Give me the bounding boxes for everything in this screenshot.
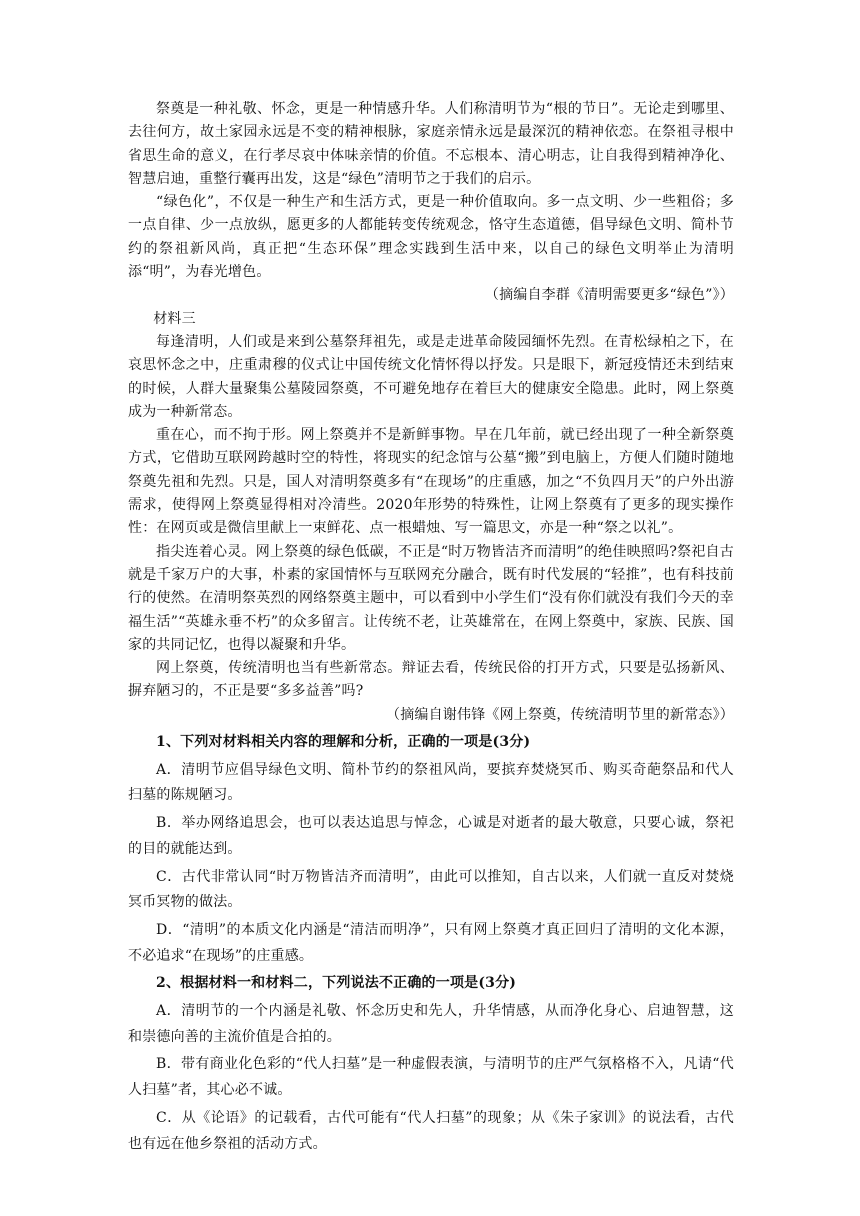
material2-paragraph: “绿色化”，不仅是一种生产和生活方式，更是一种价值取向。多一点文明、少一些粗俗；多一点自律、少一点放纵，愿更多的人都能转变传统观念，恪守生态道德，倡导绿色文明、简朴节约的祭祖新风尚，真正把“生态环保”理念实践到生活中来，以自己的绿色文明举止为清明添“明”，为春光增色。 xyxy=(128,194,734,281)
question-stem: 1、下列对材料相关内容的理解和分析，正确的一项是(3分) xyxy=(156,734,531,751)
question-option: A．清明节应倡导绿色文明、简朴节约的祭祖风尚，要摈弃焚烧冥币、购买奇葩祭品和代人扫墓的陈规陋习。 xyxy=(128,761,734,804)
material2-source: （摘编自李群《清明需要更多“绿色”》） xyxy=(484,287,734,304)
material3-paragraph: 每逢清明，人们或是来到公墓祭拜祖先，或是走进革命陵园缅怀先烈。在青松绿柏之下，在哀思怀念之中，庄重肃穆的仪式让中国传统文化情怀得以抒发。只是眼下，新冠疫情还未到结束的时候，人群大量聚集公墓陵园祭奠，不可避免地存在着巨大的健康安全隐患。此时，网上祭奠成为一种新常态。 xyxy=(128,333,734,420)
question-option: B．带有商业化色彩的“代人扫墓”是一种虚假表演，与清明节的庄严气氛格格不入，凡请“代人扫墓”者，其心必不诚。 xyxy=(128,1056,734,1099)
material3-source: （摘编自谢伟锋《网上祭奠，传统清明节里的新常态》） xyxy=(386,706,734,723)
material3-paragraph: 指尖连着心灵。网上祭奠的绿色低碳，不正是“时万物皆洁齐而清明”的绝佳映照吗?祭祀自古就是千家万户的大事，朴素的家国情怀与互联网充分融合，既有时代发展的“轻推”，也有科技前行的使然。在清明祭英烈的网络祭奠主题中，可以看到中小学生们“没有你们就没有我们今天的幸福生活”“英雄永垂不朽”的众多留言。让传统不老，让英雄常在，在网上祭奠中，家族、民族、国家的共同记忆，也得以凝聚和升华。 xyxy=(128,543,734,653)
question-option: C．从《论语》的记载看，古代可能有“代人扫墓”的现象；从《朱子家训》的说法看，古代也有远在他乡祭祖的活动方式。 xyxy=(128,1109,734,1152)
material3-paragraph: 重在心，而不拘于形。网上祭奠并不是新鲜事物。早在几年前，就已经出现了一种全新祭奠方式，它借助互联网跨越时空的特性，将现实的纪念馆与公墓“搬”到电脑上，方便人们随时随地祭奠先祖和先烈。只是，国人对清明祭奠多有“在现场”的庄重感，加之“不负四月天”的户外出游需求，使得网上祭奠显得相对冷清些。2020年形势的特殊性，让网上祭奠有了更多的现实操作性：在网页或是微信里献上一束鲜花、点一根蜡烛、写一篇思文，亦是一种“祭之以礼”。 xyxy=(128,427,734,537)
question-option: C．古代非常认同“时万物皆洁齐而清明”，由此可以推知，自古以来，人们就一直反对焚烧冥币冥物的做法。 xyxy=(128,868,734,911)
question-option: A．清明节的一个内涵是礼敬、怀念历史和先人，升华情感，从而净化身心、启迪智慧，这和崇德向善的主流价值是合拍的。 xyxy=(128,1003,734,1045)
question-stem: 2、根据材料一和材料二，下列说法不正确的一项是(3分) xyxy=(156,975,517,992)
question-option: B．举办网络追思会，也可以表达追思与悼念，心诚是对逝者的最大敬意，只要心诚，祭祀的目的就能达到。 xyxy=(128,815,734,857)
material2-paragraph: 祭奠是一种礼敬、怀念，更是一种情感升华。人们称清明节为“根的节日”。无论走到哪里、去往何方，故土家园永远是不变的精神根脉，家庭亲情永远是最深沉的精神依恋。在祭祖寻根中省思生命的意义，在行孝尽哀中体味亲情的价值。不忘根本、清心明志，让自我得到精神净化、智慧启迪，重整行囊再出发，这是“绿色”清明节之于我们的启示。 xyxy=(128,101,734,187)
material3-paragraph: 网上祭奠，传统清明也当有些新常态。辩证去看，传统民俗的打开方式，只要是弘扬新风、摒弃陋习的，不正是要“多多益善”吗? xyxy=(128,660,734,700)
document-page xyxy=(128,98,734,1157)
question-option: D．“清明”的本质文化内涵是“清洁而明净”，只有网上祭奠才真正回归了清明的文化本源，不必追求“在现场”的庄重感。 xyxy=(128,921,734,964)
material3-heading: 材料三 xyxy=(153,310,196,327)
